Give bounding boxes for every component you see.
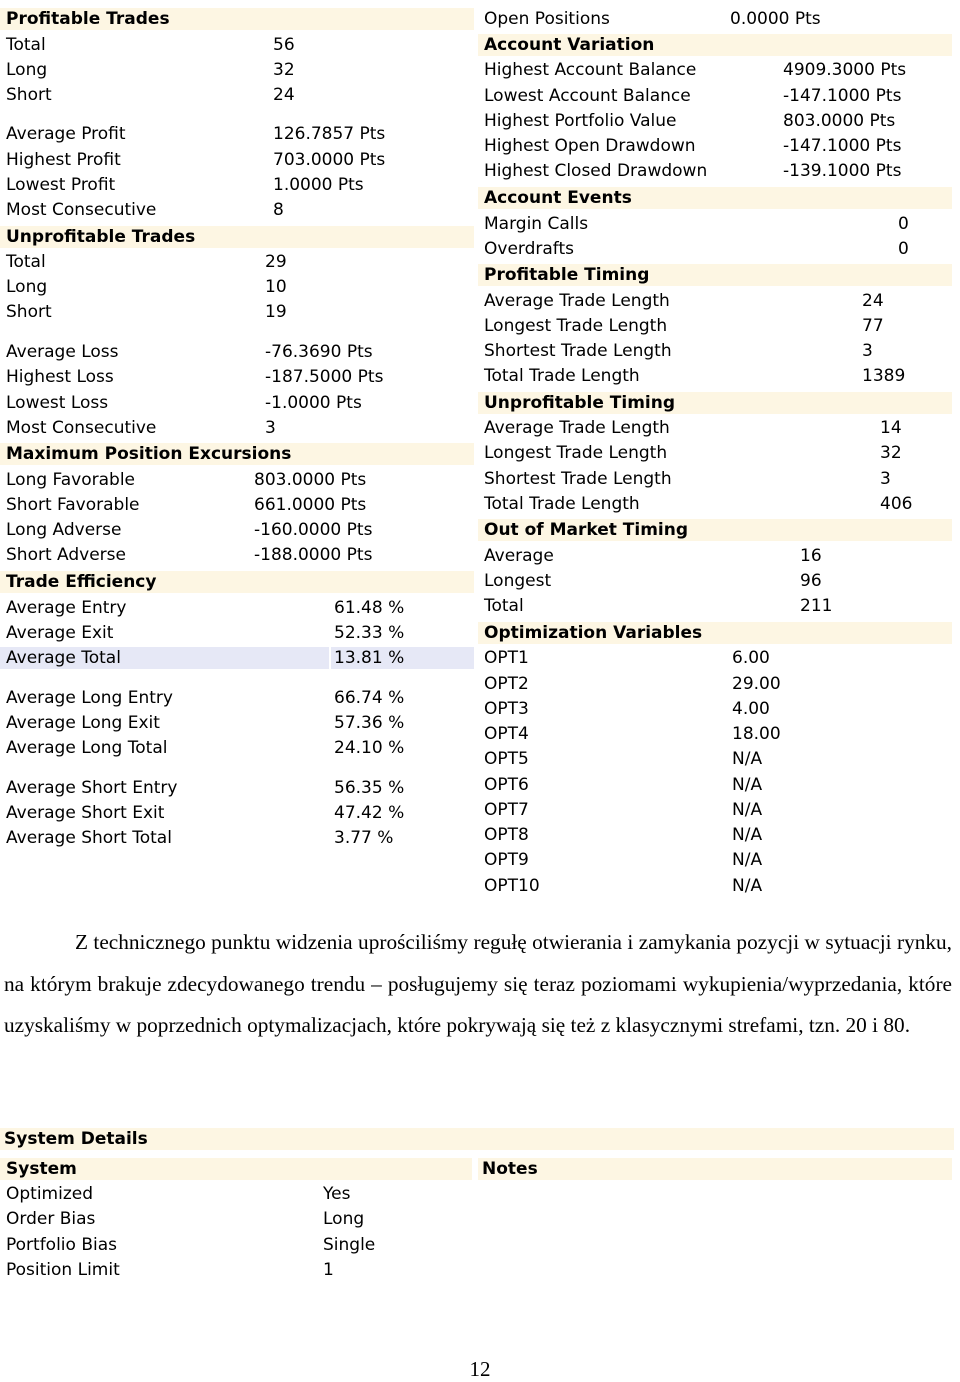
stat-value: 1.0000 Pts	[273, 175, 364, 195]
stat-label: Average Short Total	[6, 828, 172, 848]
stat-row	[478, 722, 952, 746]
stat-row	[0, 543, 474, 567]
stat-label: Short	[6, 302, 52, 322]
stat-label: Average Loss	[6, 342, 119, 362]
stat-row	[478, 646, 952, 670]
stat-value: 52.33 %	[334, 623, 405, 643]
stat-value: 1389	[862, 366, 906, 386]
stat-row	[0, 621, 474, 645]
stat-label: Open Positions	[484, 9, 610, 29]
stat-row	[478, 364, 952, 388]
stat-row	[0, 340, 474, 364]
stat-value: 0	[898, 239, 909, 259]
stat-label: OPT9	[484, 850, 529, 870]
stat-label: Most Consecutive	[6, 200, 157, 220]
stat-value: 56.35 %	[334, 778, 405, 798]
stat-row	[0, 468, 474, 492]
stat-value: 8	[273, 200, 284, 220]
section-header-notes: Notes	[478, 1158, 952, 1180]
right-stats-column	[478, 0, 952, 900]
stat-row	[0, 493, 474, 517]
stat-label: Total Trade Length	[484, 366, 640, 386]
stat-label: Total Trade Length	[484, 494, 640, 514]
stat-value: N/A	[732, 775, 763, 795]
stat-row	[0, 250, 474, 274]
stat-label: Average Exit	[6, 623, 114, 643]
stat-value: -188.0000 Pts	[254, 545, 373, 565]
stat-label: OPT8	[484, 825, 529, 845]
stat-value: 61.48 %	[334, 598, 405, 618]
stat-value: -147.1000 Pts	[783, 86, 902, 106]
stat-label: Longest Trade Length	[484, 316, 668, 336]
stat-label: Lowest Loss	[6, 393, 109, 413]
stat-value: 77	[862, 316, 884, 336]
stat-label: Highest Closed Drawdown	[484, 161, 708, 181]
stat-value: N/A	[732, 749, 763, 769]
stat-row	[0, 275, 474, 299]
stat-row	[478, 544, 952, 568]
section-header-system-details: System Details	[0, 1128, 954, 1150]
stat-row	[478, 441, 952, 465]
stat-value: -160.0000 Pts	[254, 520, 373, 540]
stat-value: Single	[323, 1235, 376, 1255]
section-header-system: System	[0, 1158, 472, 1180]
stat-value: N/A	[732, 850, 763, 870]
stat-label: OPT10	[484, 876, 540, 896]
body-paragraph	[4, 922, 952, 1047]
stat-row	[0, 1182, 472, 1206]
section-header-unprofitable-timing: Unprofitable Timing	[478, 392, 952, 414]
stat-label: Short Favorable	[6, 495, 140, 515]
stat-row	[0, 736, 474, 760]
page-number: 12	[469, 1357, 491, 1381]
stat-row	[478, 84, 952, 108]
stat-label: Overdrafts	[484, 239, 574, 259]
stat-value: 47.42 %	[334, 803, 405, 823]
stat-row	[0, 33, 474, 57]
stat-label: Optimized	[6, 1184, 94, 1204]
stat-value: 29.00	[732, 674, 781, 694]
stat-label: Long Favorable	[6, 470, 136, 490]
stat-label: Portfolio Bias	[6, 1235, 117, 1255]
stat-row	[0, 416, 474, 440]
stat-label: Long	[6, 277, 48, 297]
stat-value: 14	[880, 418, 902, 438]
stat-value: N/A	[732, 800, 763, 820]
stat-value: 703.0000 Pts	[273, 150, 386, 170]
stat-label: OPT4	[484, 724, 529, 744]
stat-row	[0, 173, 474, 197]
stat-value: -147.1000 Pts	[783, 136, 902, 156]
stat-label: Average Profit	[6, 124, 126, 144]
stat-label: Average Long Entry	[6, 688, 173, 708]
stat-row	[478, 492, 952, 516]
section-header-profitable-timing: Profitable Timing	[478, 264, 952, 286]
stat-value: -139.1000 Pts	[783, 161, 902, 181]
stat-row	[478, 289, 952, 313]
stat-row	[478, 569, 952, 593]
stat-value: -1.0000 Pts	[265, 393, 362, 413]
stat-value: 18.00	[732, 724, 781, 744]
stat-row	[0, 518, 474, 542]
stat-value: -187.5000 Pts	[265, 367, 384, 387]
section-header-unprofitable-trades: Unprofitable Trades	[0, 226, 474, 248]
stat-row	[478, 159, 952, 183]
section-header-account-events: Account Events	[478, 187, 952, 209]
section-header-out-of-market-timing: Out of Market Timing	[478, 519, 952, 541]
stat-row	[478, 823, 952, 847]
stat-value: 3	[265, 418, 276, 438]
stat-label: Total	[6, 252, 46, 272]
stat-row	[0, 1233, 472, 1257]
stat-label: OPT5	[484, 749, 529, 769]
stat-value: 4909.3000 Pts	[783, 60, 907, 80]
stat-label: OPT2	[484, 674, 529, 694]
system-details-table	[0, 1128, 954, 1288]
stat-label: OPT1	[484, 648, 529, 668]
stat-value: 211	[800, 596, 833, 616]
stat-value: 6.00	[732, 648, 770, 668]
stat-row	[478, 773, 952, 797]
stat-row-open-positions	[478, 7, 952, 31]
stat-row	[478, 58, 952, 82]
stat-value: N/A	[732, 876, 763, 896]
stat-row	[0, 596, 474, 620]
section-header-trade-efficiency: Trade Efficiency	[0, 571, 474, 593]
left-stats-column	[0, 0, 474, 860]
stat-value: 1	[323, 1260, 334, 1280]
stat-row	[478, 109, 952, 133]
stat-label: Short	[6, 85, 52, 105]
stat-row	[478, 848, 952, 872]
stat-label: Average Entry	[6, 598, 127, 618]
stat-row	[0, 776, 474, 800]
stat-row	[0, 365, 474, 389]
stat-row	[0, 686, 474, 710]
stat-label: Position Limit	[6, 1260, 120, 1280]
stat-value: 126.7857 Pts	[273, 124, 386, 144]
stat-label: Highest Open Drawdown	[484, 136, 696, 156]
stat-row	[0, 1258, 472, 1282]
stat-row	[0, 58, 474, 82]
stat-label: Average Trade Length	[484, 418, 670, 438]
stat-row	[0, 300, 474, 324]
stat-value: 406	[880, 494, 913, 514]
stat-value: 3.77 %	[334, 828, 394, 848]
stat-value: N/A	[732, 825, 763, 845]
stat-row	[0, 198, 474, 222]
stat-label: Average Long Total	[6, 738, 168, 758]
paragraph-text: Z technicznego punktu widzenia uprościliśmy regułę otwierania i zamykania pozycji w sytuacji rynku, na którym brakuje zdecydowanego trendu – posługujemy się teraz poziomami wykupienia/wyprzedania, które uzyskaliśmy w poprzednich optymalizacjach, które pokrywają się też z klasycznymi strefami, tzn. 20 i 80.	[4, 930, 952, 1037]
stat-value: 56	[273, 35, 295, 55]
stat-value: 32	[273, 60, 295, 80]
stat-label: Average Short Entry	[6, 778, 178, 798]
stat-row	[0, 1207, 472, 1231]
stat-label: Highest Account Balance	[484, 60, 697, 80]
stat-label: Margin Calls	[484, 214, 589, 234]
stat-label: Average Trade Length	[484, 291, 670, 311]
stat-label: Average	[484, 546, 554, 566]
stat-row	[478, 134, 952, 158]
stat-label: Long	[6, 60, 48, 80]
stat-label: Lowest Account Balance	[484, 86, 691, 106]
stat-row	[0, 711, 474, 735]
stat-row	[0, 826, 474, 850]
stat-label: OPT6	[484, 775, 529, 795]
stat-row	[478, 594, 952, 618]
stat-label: Total	[6, 35, 46, 55]
stat-value: 66.74 %	[334, 688, 405, 708]
stat-row	[0, 83, 474, 107]
stat-row	[0, 148, 474, 172]
stat-row	[478, 747, 952, 771]
stat-value: 803.0000 Pts	[254, 470, 367, 490]
stat-row-highlighted	[0, 646, 474, 670]
stat-label: Short Adverse	[6, 545, 126, 565]
section-header-optimization-variables: Optimization Variables	[478, 622, 952, 644]
stat-label: OPT7	[484, 800, 529, 820]
stat-value: 24	[862, 291, 884, 311]
stat-row	[478, 467, 952, 491]
stat-value: 3	[880, 469, 891, 489]
stat-label: Most Consecutive	[6, 418, 157, 438]
stat-label: Highest Profit	[6, 150, 121, 170]
stat-label: Average Total	[6, 648, 121, 668]
section-header-max-position-excursions: Maximum Position Excursions	[0, 443, 474, 465]
stat-value: 0.0000 Pts	[730, 9, 821, 29]
stat-value: 16	[800, 546, 822, 566]
stat-row	[478, 237, 952, 261]
stat-value: 96	[800, 571, 822, 591]
section-header-account-variation: Account Variation	[478, 34, 952, 56]
stat-label: Highest Loss	[6, 367, 114, 387]
stat-label: Average Short Exit	[6, 803, 165, 823]
stat-row	[478, 212, 952, 236]
stat-label: Longest Trade Length	[484, 443, 668, 463]
stat-label: Shortest Trade Length	[484, 469, 672, 489]
stat-label: Longest	[484, 571, 552, 591]
stat-row	[478, 416, 952, 440]
stat-row	[0, 391, 474, 415]
stat-row	[0, 122, 474, 146]
stat-row	[0, 801, 474, 825]
stat-value: -76.3690 Pts	[265, 342, 373, 362]
stat-row	[478, 874, 952, 898]
stat-row	[478, 314, 952, 338]
stat-value: 13.81 %	[334, 648, 405, 668]
stat-value: 32	[880, 443, 902, 463]
stat-label: Order Bias	[6, 1209, 96, 1229]
stat-value: 29	[265, 252, 287, 272]
stat-value: 19	[265, 302, 287, 322]
stat-value: Long	[323, 1209, 365, 1229]
stat-label: Average Long Exit	[6, 713, 160, 733]
stat-label: Highest Portfolio Value	[484, 111, 677, 131]
stat-value: 10	[265, 277, 287, 297]
stat-value: Yes	[323, 1184, 351, 1204]
stat-value: 24	[273, 85, 295, 105]
stat-value: 3	[862, 341, 873, 361]
stat-value: 57.36 %	[334, 713, 405, 733]
stat-row	[478, 339, 952, 363]
stat-value: 0	[898, 214, 909, 234]
stat-label: Shortest Trade Length	[484, 341, 672, 361]
stat-value: 661.0000 Pts	[254, 495, 367, 515]
stat-label: Total	[484, 596, 524, 616]
stat-row	[478, 798, 952, 822]
stat-label: OPT3	[484, 699, 529, 719]
stat-value: 803.0000 Pts	[783, 111, 896, 131]
stat-row	[478, 672, 952, 696]
stat-value: 24.10 %	[334, 738, 405, 758]
stat-label: Long Adverse	[6, 520, 122, 540]
stat-row	[478, 697, 952, 721]
stat-label: Lowest Profit	[6, 175, 116, 195]
section-header-profitable-trades: Profitable Trades	[0, 8, 474, 30]
stat-value: 4.00	[732, 699, 770, 719]
